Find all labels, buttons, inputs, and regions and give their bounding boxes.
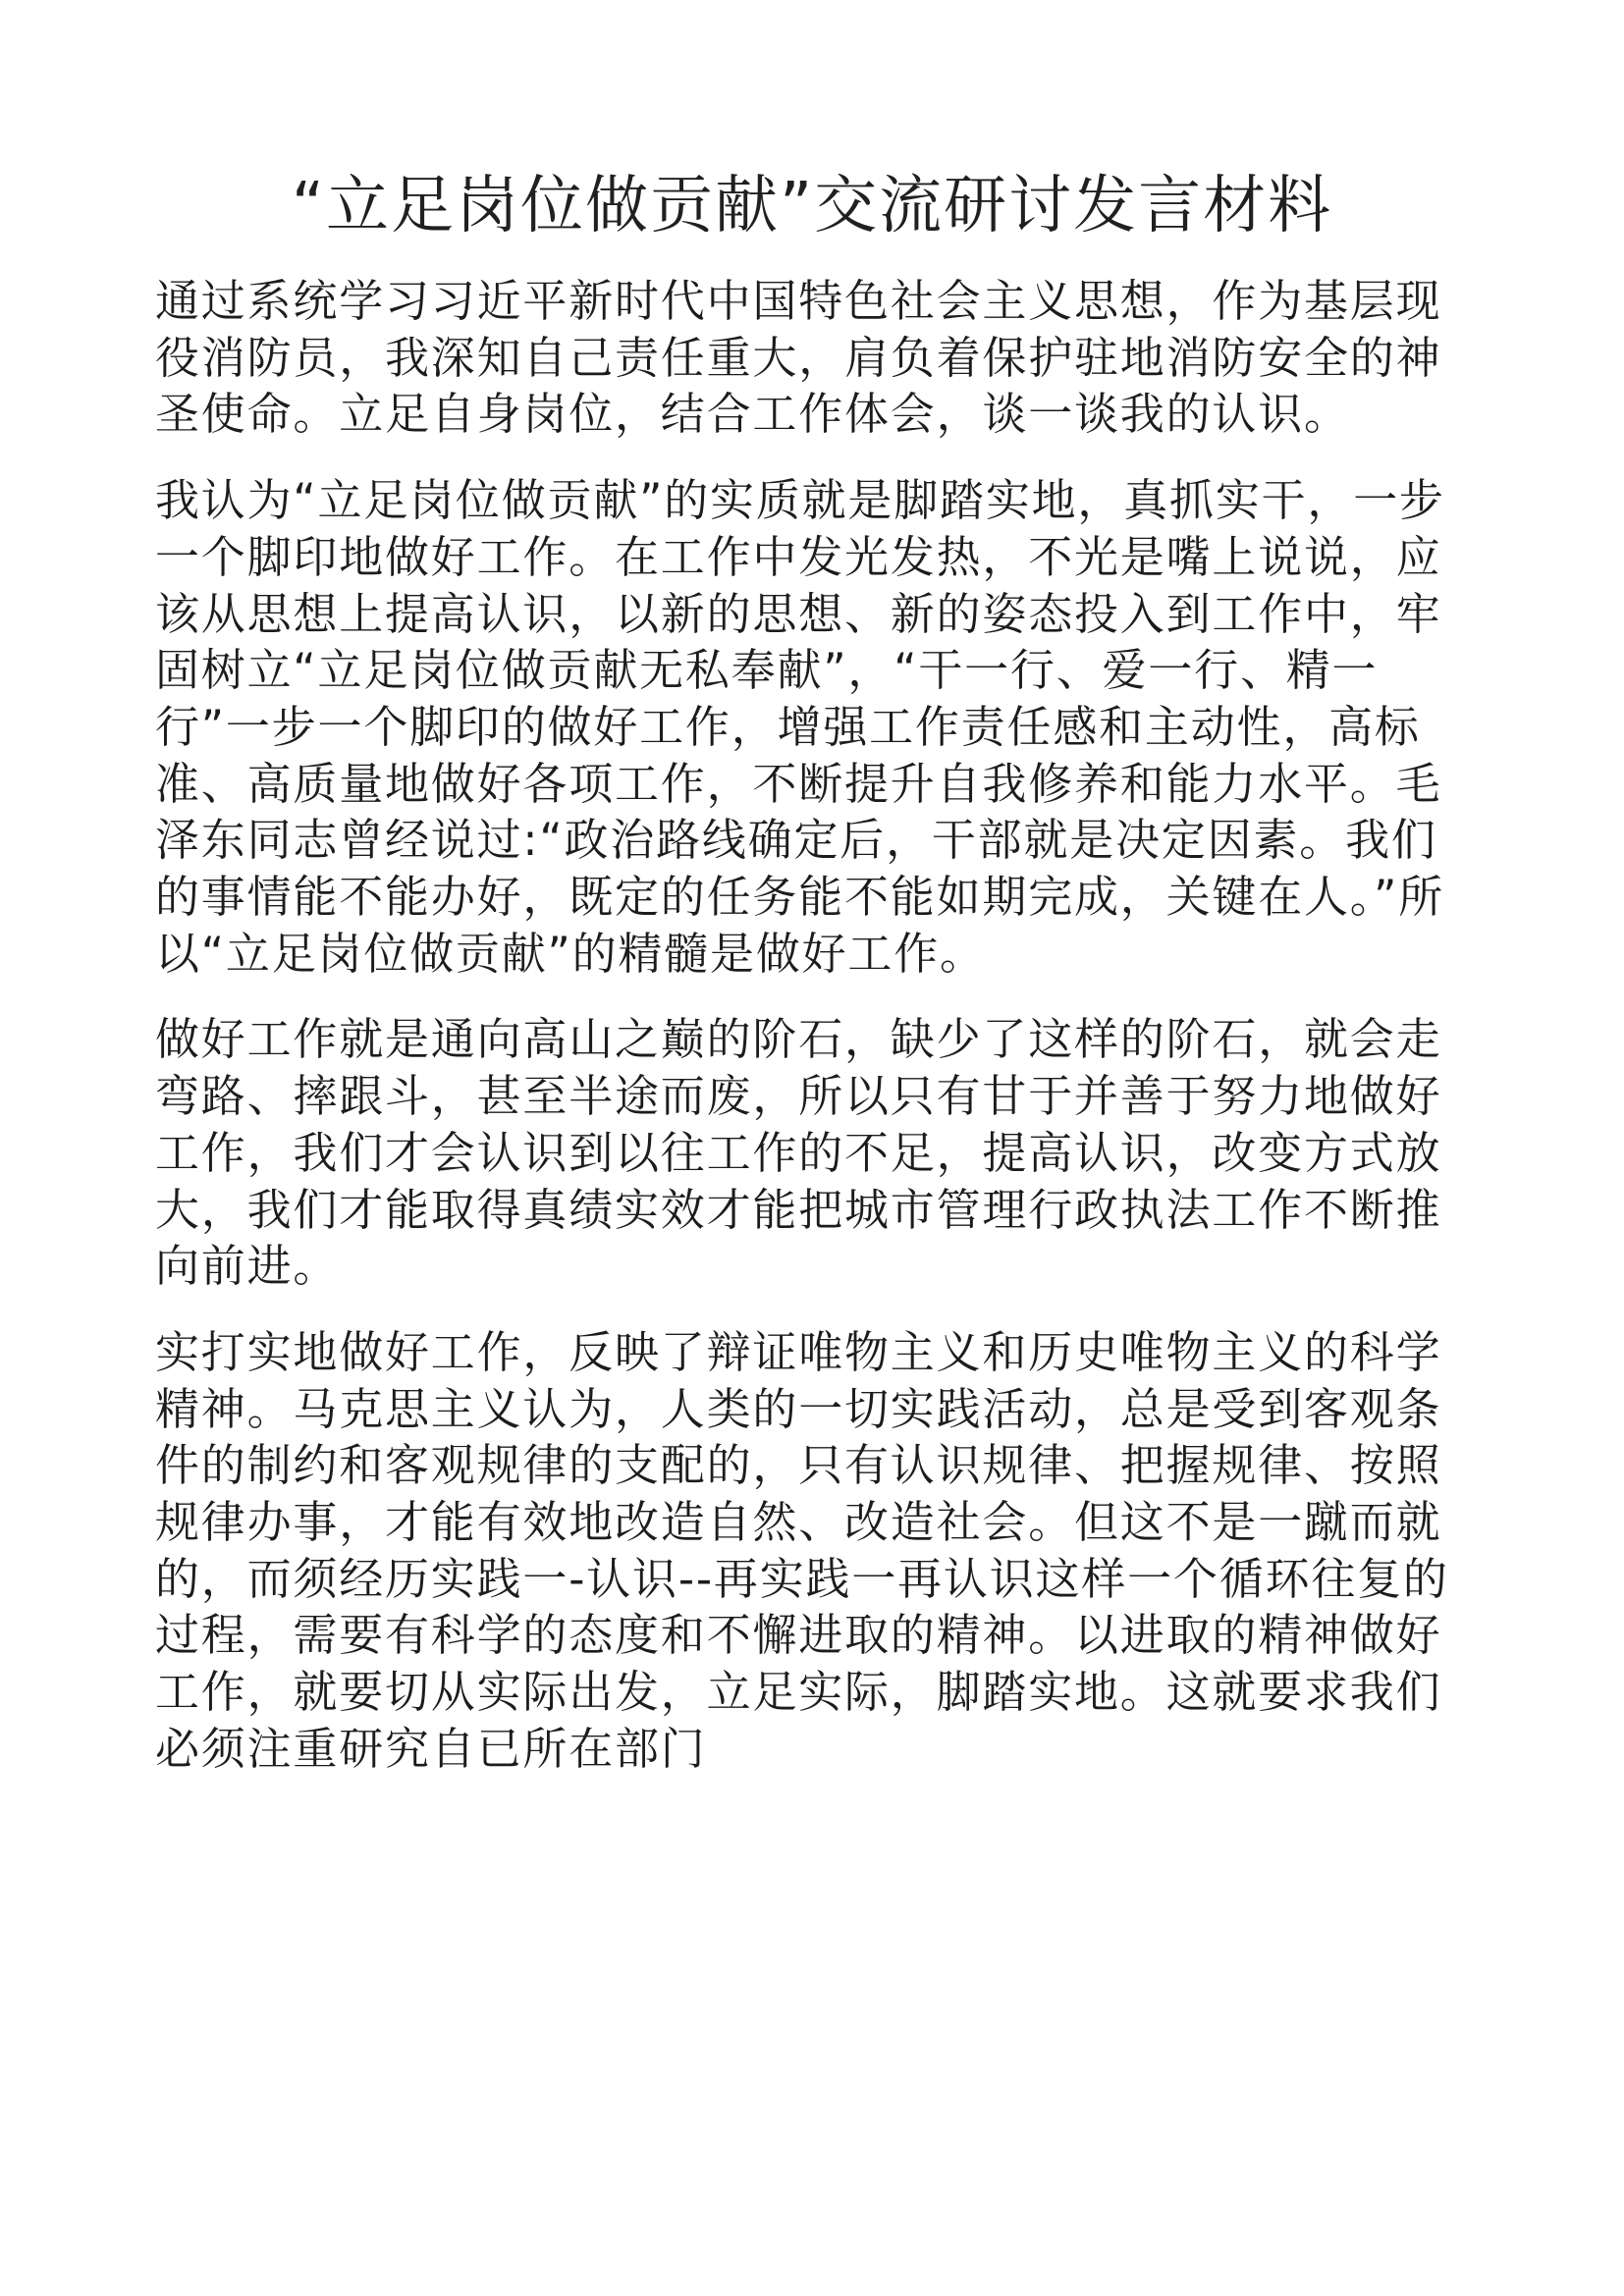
paragraph-3: 做好工作就是通向高山之巅的阶石，缺少了这样的阶石，就会走弯路、摔跟斗，甚至半途而废，所以只有甘于并善于努力地做好工作，我们才会认识到以往工作的不足，提高认识，改变方式放大，我们才能取得真绩实效才能把城市管理行政执法工作不断推向前进。	[155, 1013, 1442, 1293]
paragraph-1: 通过系统学习习近平新时代中国特色社会主义思想，作为基层现役消防员，我深知自己责任重大，肩负着保护驻地消防安全的神圣使命。立足自身岗位，结合工作体会，谈一谈我的认识。	[155, 275, 1442, 441]
document-title: “立足岗位做贡献”交流研讨发言材料	[291, 170, 1333, 242]
document-body	[155, 273, 1471, 1807]
paragraph-4: 实打实地做好工作，反映了辩证唯物主义和历史唯物主义的科学精神。马克思主义认为，人类的一切实践活动，总是受到客观条件的制约和客观规律的支配的，只有认识规律、把握规律、按照规律办事，才能有效地改造自然、改造社会。但这不是一蹴而就的，而须经历实践一-认识--再实践一再认识这样一个循环往复的过程，需要有科学的态度和不懈进取的精神。以进取的精神做好工作，就要切从实际出发，立足实际，脚踏实地。这就要求我们必须注重研究自已所在部门	[155, 1325, 1449, 1775]
paragraph-2: 我认为“立足岗位做贡献”的实质就是脚踏实地，真抓实干，一步一个脚印地做好工作。在工作中发光发热，不光是嘴上说说，应该从思想上提高认识，以新的思想、新的姿态投入到工作中，牢固树立“立足岗位做贡献无私奉献”，“干一行、爱一行、精一行”一步一个脚印的做好工作，增强工作责任感和主动性，高标准、高质量地做好各项工作，不断提升自我修养和能力水平。毛泽东同志曾经说过:“政治路线确定后，干部就是决定因素。我们的事情能不能办好，既定的任务能不能如期完成，关键在人。”所以“立足岗位做贡献”的精髓是做好工作。	[155, 474, 1445, 980]
